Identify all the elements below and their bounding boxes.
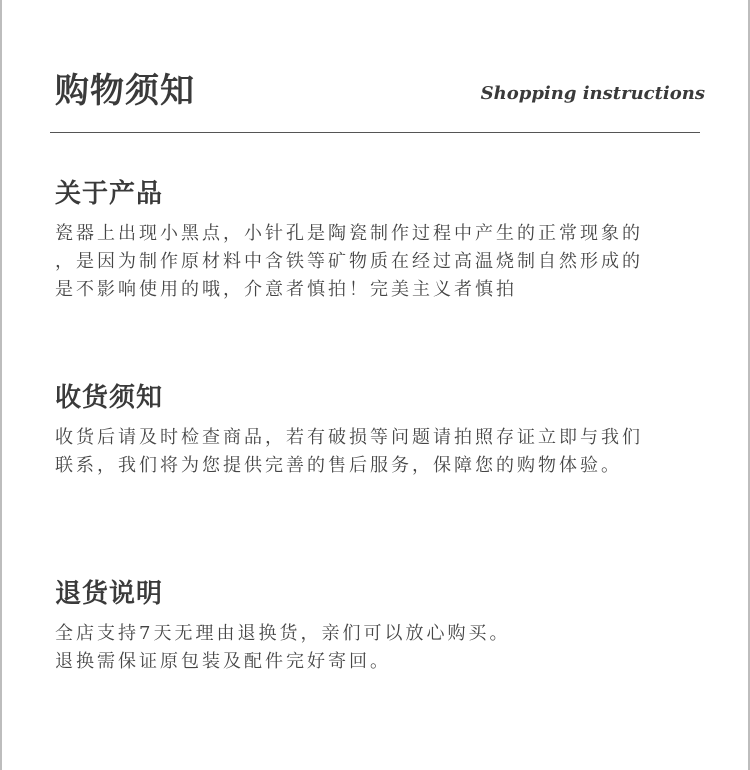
body-line: 瓷器上出现小黑点，小针孔是陶瓷制作过程中产生的正常现象的 [55, 223, 643, 244]
body-line: 联系，我们将为您提供完善的售后服务，保障您的购物体验。 [55, 455, 622, 476]
body-line: 收货后请及时检查商品，若有破损等问题请拍照存证立即与我们 [55, 427, 643, 448]
section-receiving-notice [55, 380, 705, 480]
section-heading: 退货说明 [55, 579, 164, 609]
section-return-policy [55, 576, 705, 676]
page-header [55, 68, 705, 118]
page-title: 购物须知 [55, 71, 195, 111]
body-line: ，是因为制作原材料中含铁等矿物质在经过高温烧制自然形成的 [55, 251, 643, 272]
body-line: 是不影响使用的哦，介意者慎拍！完美主义者慎拍 [55, 279, 517, 300]
page-border-left [0, 0, 2, 770]
page-subtitle: Shopping instructions [480, 83, 705, 104]
section-body [55, 220, 705, 304]
section-body [55, 620, 705, 676]
section-about-product [55, 176, 705, 304]
body-line: 退换需保证原包装及配件完好寄回。 [55, 651, 391, 672]
section-body [55, 424, 705, 480]
section-heading: 收货须知 [55, 383, 164, 413]
section-heading: 关于产品 [55, 179, 164, 209]
body-line: 全店支持7天无理由退换货，亲们可以放心购买。 [55, 623, 511, 644]
header-divider [50, 132, 700, 133]
